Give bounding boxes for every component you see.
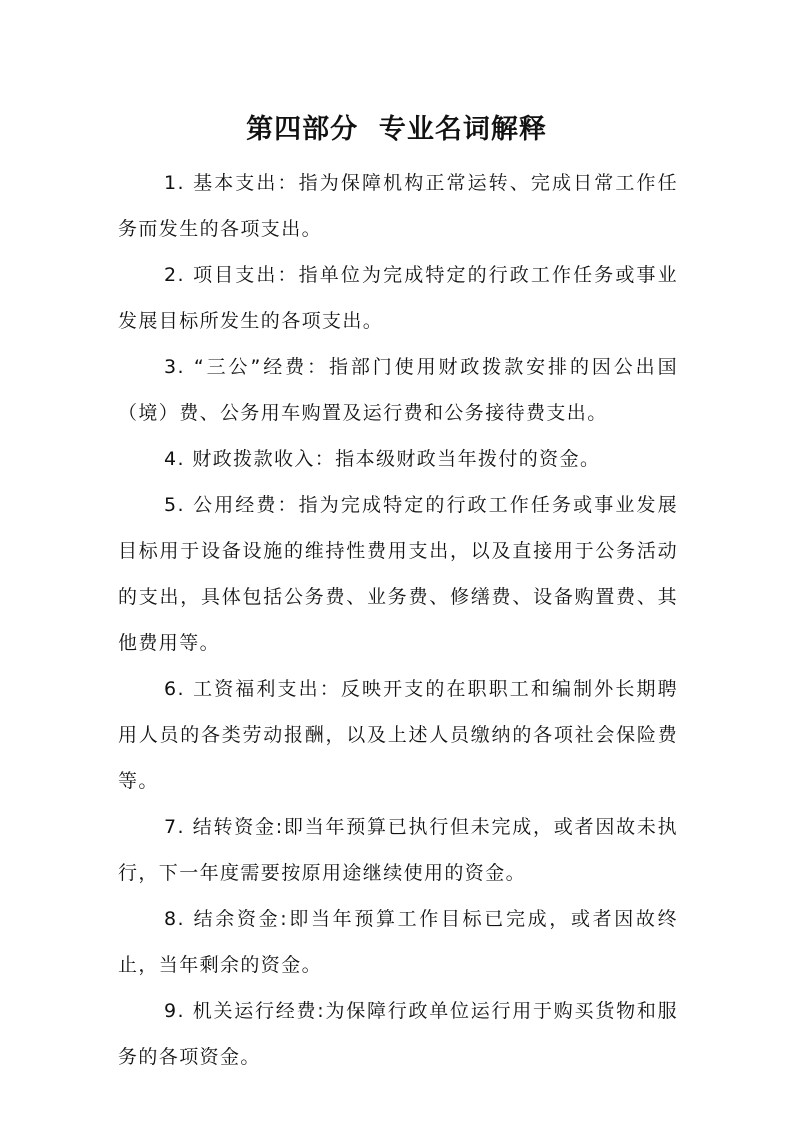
term-definition: 指单位为完成特定的行政工作任务或事业发展目标所发生的各项支出。 (118, 264, 678, 332)
term-definition: 指为保障机构正常运转、完成日常工作任务而发生的各项支出。 (118, 172, 678, 240)
term-label: 6. 工资福利支出： (164, 678, 341, 700)
term-definition: 指部门使用财政拨款安排的因公出国（境）费、公务用车购置及运行费和公务接待费支出。 (118, 356, 678, 424)
term-list (118, 160, 678, 1080)
term-label: 4. 财政拨款收入： (164, 448, 336, 470)
term-item (118, 666, 678, 804)
term-definition: 即当年预算工作目标已完成，或者因故终止，当年剩余的资金。 (118, 908, 678, 976)
term-label: 2. 项目支出： (164, 264, 299, 286)
term-item (118, 988, 678, 1080)
term-definition: 反映开支的在职职工和编制外长期聘用人员的各类劳动报酬，以及上述人员缴纳的各项社会保险费等。 (118, 678, 679, 792)
term-definition: 为保障行政单位运行用于购买货物和服务的各项资金。 (118, 1000, 678, 1068)
term-item (118, 252, 678, 344)
term-item (118, 344, 678, 436)
term-item (118, 436, 678, 482)
term-definition: 指为完成特定的行政工作任务或事业发展目标用于设备设施的维持性费用支出，以及直接用于公务活动的支出，具体包括公务费、业务费、修缮费、设备购置费、其他费用等。 (118, 494, 678, 654)
term-item (118, 160, 678, 252)
term-definition: 指本级财政当年拨付的资金。 (335, 448, 601, 470)
page-title: 第四部分 专业名词解释 (246, 114, 547, 145)
term-definition: 即当年预算已执行但未完成，或者因故未执行，下一年度需要按原用途继续使用的资金。 (118, 816, 678, 884)
term-label: 7. 结转资金: (164, 816, 284, 838)
term-label: 9. 机关运行经费: (164, 1000, 326, 1022)
term-label: 3. “三公”经费： (164, 356, 329, 378)
term-label: 8. 结余资金: (164, 908, 289, 930)
term-item (118, 896, 678, 988)
term-label: 5. 公用经费： (164, 494, 299, 516)
term-label: 1. 基本支出： (164, 172, 299, 194)
term-item (118, 482, 678, 666)
term-item (118, 804, 678, 896)
